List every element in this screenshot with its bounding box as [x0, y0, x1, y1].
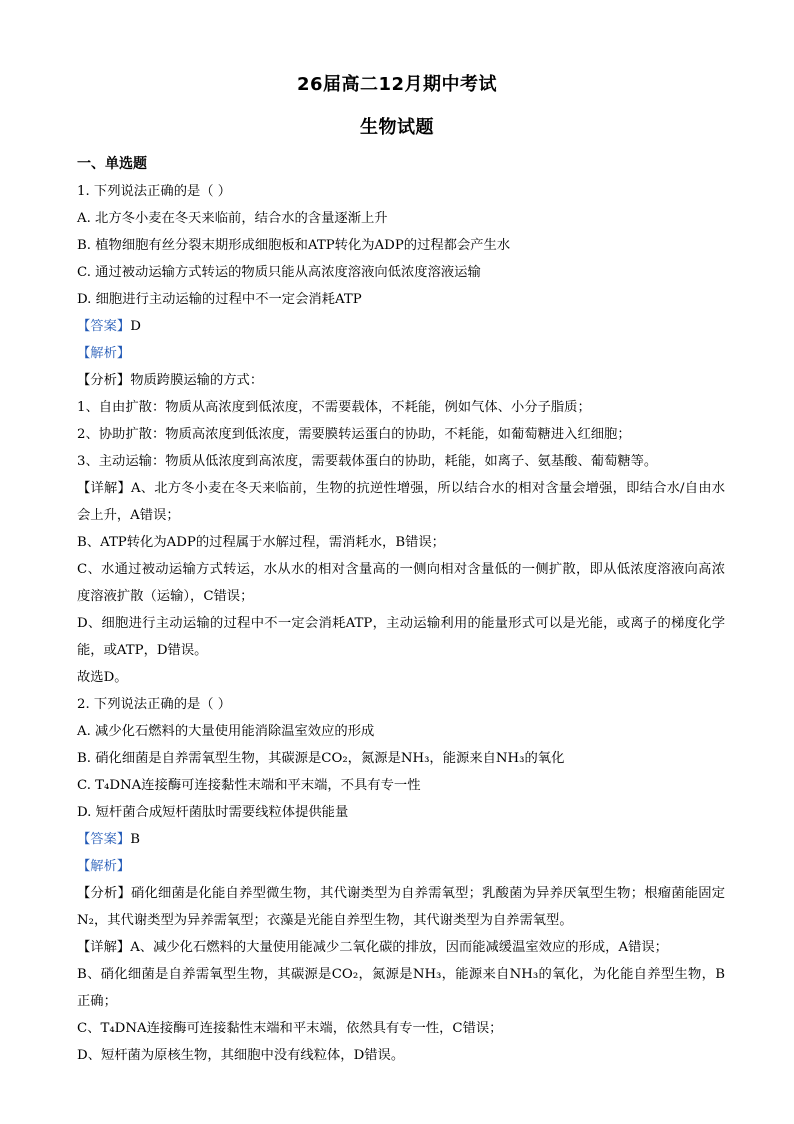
- q2-option-a: A. 减少化石燃料的大量使用能消除温室效应的形成: [77, 724, 375, 739]
- q2-option-c: C. T₄DNA连接酶可连接黏性末端和平末端，不具有专一性: [77, 778, 421, 793]
- document-body: [77, 151, 725, 1069]
- q1-detail-a-text: A、北方冬小麦在冬天来临前，生物的抗逆性增强，所以结合水的相对含量会增强，即结合水/自由水会上升，A错误；: [77, 481, 725, 523]
- q2-option-d: D. 短杆菌合成短杆菌肽时需要线粒体提供能量: [77, 805, 349, 820]
- analysis-tag: 【解析】: [77, 346, 131, 361]
- answer-tag: 【答案】: [77, 319, 131, 334]
- q1-fenxi: [77, 367, 725, 394]
- q1-stem: 1. 下列说法正确的是（ ）: [77, 184, 232, 199]
- detail-tag: 【详解】: [77, 481, 131, 496]
- q1-detail-a: [77, 475, 725, 529]
- q2-fenxi: [77, 880, 725, 934]
- q1-detail-d: D、细胞进行主动运输的过程中不一定会消耗ATP，主动运输利用的能量形式可以是光能，或离子的梯度化学能，或ATP，D错误。: [77, 616, 725, 658]
- q1-answer-value: D: [130, 319, 141, 334]
- q1-conclusion: 故选D。: [77, 670, 128, 685]
- fenxi-tag: 【分析】: [77, 886, 132, 901]
- document-subtitle: 生物试题: [360, 117, 434, 138]
- answer-tag: 【答案】: [77, 832, 131, 847]
- q1-mode-3: 3、主动运输：物质从低浓度到高浓度，需要载体蛋白的协助，耗能，如离子、氨基酸、葡萄糖等。: [77, 454, 658, 469]
- document-title: 26届高二12月期中考试: [296, 74, 498, 95]
- analysis-tag: 【解析】: [77, 859, 131, 874]
- detail-tag: 【详解】: [77, 940, 131, 955]
- q1-detail-b: B、ATP转化为ADP的过程属于水解过程，需消耗水，B错误；: [77, 535, 445, 550]
- q2-detail-c: C、T₄DNA连接酶可连接黏性末端和平末端，依然具有专一性，C错误；: [77, 1021, 503, 1036]
- q2-detail-d: D、短杆菌为原核生物，其细胞中没有线粒体，D错误。: [77, 1048, 405, 1063]
- q1-answer: [77, 313, 725, 340]
- q2-answer-value: B: [130, 832, 140, 847]
- q1-option-a: A. 北方冬小麦在冬天来临前，结合水的含量逐渐上升: [77, 211, 388, 226]
- q2-answer: [77, 826, 725, 853]
- q2-analysis-label: [77, 853, 725, 880]
- q1-mode-2: 2、协助扩散：物质高浓度到低浓度，需要膜转运蛋白的协助，不耗能，如葡萄糖进入红细胞；: [77, 427, 631, 442]
- q1-detail-c: C、水通过被动运输方式转运，水从水的相对含量高的一侧向相对含量低的一侧扩散，即从低浓度溶液向高浓度溶液扩散（运输），C错误；: [77, 562, 725, 604]
- q1-mode-1: 1、自由扩散：物质从高浓度到低浓度，不需要载体，不耗能，例如气体、小分子脂质；: [77, 400, 591, 415]
- q1-option-c: C. 通过被动运输方式转运的物质只能从高浓度溶液向低浓度溶液运输: [77, 265, 481, 280]
- q1-analysis-label: [77, 340, 725, 367]
- q2-detail-a-text: A、减少化石燃料的大量使用能减少二氧化碳的排放，因而能减缓温室效应的形成，A错误；: [130, 940, 668, 955]
- q2-fenxi-text: 硝化细菌是化能自养型微生物，其代谢类型为自养需氧型；乳酸菌为异养厌氧型生物；根瘤菌能固定N₂，其代谢类型为异养需氧型；衣藻是光能自养型生物，其代谢类型为自养需氧型。: [77, 886, 726, 928]
- q1-fenxi-text: 物质跨膜运输的方式：: [130, 373, 264, 388]
- fenxi-tag: 【分析】: [77, 373, 131, 388]
- q2-detail-b: B、硝化细菌是自养需氧型生物，其碳源是CO₂，氮源是NH₃，能源来自NH₃的氧化，为化能自养型生物，B正确；: [77, 967, 725, 1009]
- q1-option-d: D. 细胞进行主动运输的过程中不一定会消耗ATP: [77, 292, 362, 307]
- q2-option-b: B. 硝化细菌是自养需氧型生物，其碳源是CO₂，氮源是NH₃，能源来自NH₃的氧化: [77, 751, 565, 766]
- section-heading: 一、单选题: [77, 156, 147, 172]
- q2-detail-a: [77, 934, 725, 961]
- q2-stem: 2. 下列说法正确的是（ ）: [77, 697, 232, 712]
- q1-option-b: B. 植物细胞有丝分裂末期形成细胞板和ATP转化为ADP的过程都会产生水: [77, 238, 511, 253]
